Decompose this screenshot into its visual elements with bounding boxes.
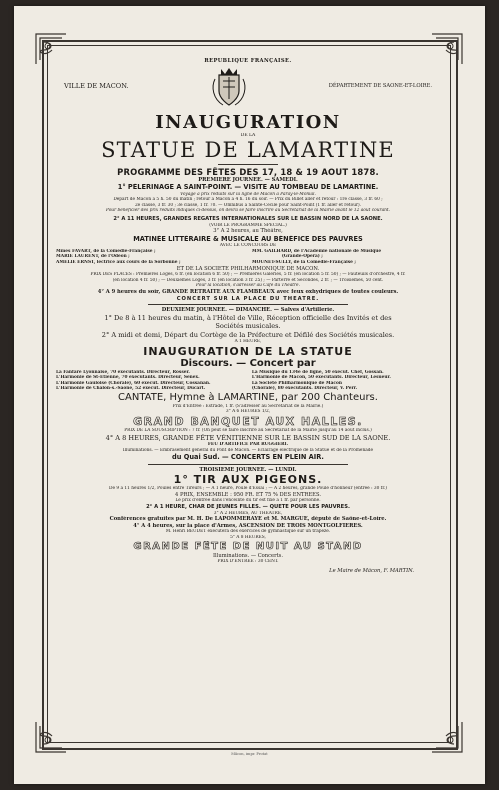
day1-concert-place: CONCERT SUR LA PLACE DU THÉATRE. [176, 295, 320, 302]
day1-retraite: 4° A 9 heures du soir, GRANDE RETRAITE AUX FLAMBEAUX avec feux oxhydriques de toutes couleurs. [97, 288, 399, 295]
day1-regates: 2° A 11 HEURES, GRANDES RÉGATES INTERNATIONALES SUR LE BASSIN NORD DE LA SAONE. [113, 215, 383, 222]
day2-heading: DEUXIÈME JOURNÉE. — DIMANCHE. — Salves d'Artillerie. [161, 307, 335, 314]
printer-line: Mâcon, impr. Protat [231, 752, 268, 756]
republic-heading: RÉPUBLIQUE FRANÇAISE. [204, 58, 292, 64]
day2-fete: 4° A 8 HEURES, GRANDE FÊTE VÉNITIENNE SUR LE BASSIN SUD DE LA SAONE. [105, 433, 391, 442]
day2-line-1: 1° De 8 à 11 heures du matin, à l'Hôtel de Ville, Réception officielle des Invités et des [104, 313, 392, 322]
day3-heading: TROISIÈME JOURNÉE. — LUNDI. [199, 466, 297, 473]
society-line: L'Harmonie de St-Étienne, 70 exécutants. Directeur, Senex. [56, 375, 200, 381]
day3-entree: PRIX D'ENTRÉE : 30 CENT. [217, 559, 279, 565]
day2-cantate-prix: Prix d'Entrée : Estrade, 1 fr. (S'adresser au Secrétariat de la Mairie.) [172, 403, 324, 409]
day3-beudet: M. Henri BEUDET exécutera des exercices de gymnastique sur un trapèze. [165, 529, 331, 535]
header-row [54, 65, 442, 109]
department-label: DÉPARTEMENT DE SAONE-ET-LOIRE. [328, 83, 432, 90]
societies-left [56, 370, 244, 392]
day2-souscription: PRIX DE LA SOUSCRIPTION : 7 fr. (On peut se faire inscrire au Secrétariat de la Mairie jusqu'au 14 août inclus.) [124, 428, 372, 434]
day3-ascension: 4° A 4 heures, sur la place d'Armes, ASCENSION DE TROIS MONTGOLFIÈRES. [133, 522, 363, 529]
day2-a-six: 3° A 6 HEURES 1/2, [225, 409, 271, 415]
divider [148, 464, 348, 465]
artist-line: MM. GAILHARD, de l'Académie nationale de Musique [251, 248, 382, 254]
poster-sheet [14, 6, 485, 784]
day1-depart-2: 2e classe, 3 fr. 30 ; 3e classe, 1 fr. 70. — Omnibus à Sainte-Cécile pour Saint-Point (1 fr. aller et retour). [134, 202, 362, 208]
corner-ornament-icon [430, 720, 464, 754]
day2-societies [56, 370, 440, 392]
day2-line-1b: Sociétés musicales. [215, 322, 281, 331]
title-inauguration: INAUGURATION [155, 112, 341, 133]
day1-concours: AVEC LE CONCOURS DE [219, 243, 277, 249]
day2-feu: FEU D'ARTIFICE PAR RUGGIERI. [207, 442, 289, 448]
society-line: (Chorale), 80 exécutants. Directeur, V. Perr. [251, 386, 358, 392]
programme-heading: PROGRAMME DES FÊTES DES 17, 18 & 19 AOUT 1878. [117, 166, 379, 177]
artist-line: AMÉLIE ERNST, lectrice aux cours de la Sorbonne ; [56, 259, 181, 265]
title-de-la: DE LA [240, 132, 256, 138]
artists-right [252, 249, 440, 266]
day3-char: 2° A 1 HEURE, CHAR DE JEUNES FILLES. — QUÊTE POUR LES PAUVRES. [146, 504, 350, 511]
day1-prix-2: (en location 4 fr. 50) ; — Deuxièmes Loges, 3 fr. (en location 3 fr. 25) ; — Parterre et Secondes, 2 fr. ; — Troisièmes, 50 cent. [112, 277, 384, 283]
poster-content [54, 58, 442, 574]
day3-prix-note: Le prix d'entrée dans l'enceinte du tir est fixé à 1 fr. par personne. [175, 498, 321, 504]
day2-a-une-heure: A 1 HEURE, [234, 338, 262, 344]
day1-voir: (VOIR LE PROGRAMME SPÉCIAL.) [209, 222, 287, 228]
day2-illuminations: Illuminations. — Embrasement général du Pont de Mâcon. — Éclairage électrique de la Statue et de la Promenade [122, 447, 374, 453]
day2-quai: du Quai Sud. — CONCERTS EN PLEIN AIR. [172, 453, 324, 462]
day1-heading: PREMIÈRE JOURNÉE. — SAMEDI. [198, 176, 298, 183]
society-line: L'Harmonie de Chalon-s.-Saône, 52 exécut. Directeur, Ducart. [56, 386, 206, 392]
day1-philharmonique: ET DE LA SOCIÉTÉ PHILHARMONIQUE DE MACON. [176, 265, 320, 272]
day1-pelerinage: 1° PÈLERINAGE A SAINT-POINT. — VISITE AU TOMBEAU DE LAMARTINE. [117, 183, 379, 192]
divider [148, 304, 348, 305]
day2-line-2: 2° A midi et demi, Départ du Cortège de la Préfecture et Défilé des Sociétés musicales. [101, 330, 395, 339]
divider [218, 164, 278, 165]
artist-line: Mmes FAVART, de la Comédie-Française ; [56, 248, 156, 254]
day2-discours: Discours. — Concert par [180, 357, 316, 369]
title-statue: STATUE DE LAMARTINE [101, 137, 395, 162]
society-line: L'Harmonie Gauloise (Chorale), 60 exécut. Directeur, Cossanan. [56, 380, 211, 386]
day3-fete-nuit: GRANDE FÊTE DE NUIT AU STAND [133, 540, 363, 552]
day1-matinee: MATINÉE LITTÉRAIRE & MUSICALE AU BÉNÉFICE DES PAUVRES [133, 234, 363, 243]
day1-location: Pour la location, s'adresser au Café du Théâtre. [196, 283, 300, 289]
day3-conferences: Conférences gratuites par M. H. De LAPOMMERAYE et M. MARGUE, député de Saône-et-Loire. [109, 516, 387, 523]
day3-a-huit: 5° A 8 HEURES, [230, 535, 266, 540]
artist-line: MOUNET-SULLY, de la Comédie-Française ; [251, 259, 356, 265]
day1-depart-1: Départ de Mâcon à 5 h. 50 du matin ; retour à Mâcon à 4 h. 16 du soir. — Prix du Billet aller et retour : 1re classe, 3 fr. 60 ; [113, 197, 383, 203]
societies-right [252, 370, 440, 392]
artists-left [56, 249, 244, 266]
society-line: La Société Philharmonique de Mâcon [251, 380, 343, 386]
day1-theatre: 3° A 2 heures, au Théâtre, [213, 228, 283, 235]
society-line: L'Harmonie de Mâcon, 50 exécutants. Directeur, Lesueur. [251, 375, 391, 381]
day1-artists [56, 249, 440, 266]
day2-cantate: CANTATE, Hymne à LAMARTINE, par 200 Chanteurs. [118, 391, 378, 403]
city-coat-of-arms-icon [209, 65, 249, 109]
day3-prix-ensemble: 4 PRIX, ENSEMBLE : 950 FR. ET 75 % DES ENTRÉES. [175, 491, 321, 498]
day1-prix-1: PRIX DES PLACES : Premières Loges, 6 fr. (en location 6 fr. 50) ; — Premières Galeries, 5 fr. (en location 5 fr. 50) ; — Fauteuils d'orchestre, 4 fr. [90, 272, 406, 278]
artist-line: MARIE LAURENT, de l'Odéon ; [56, 254, 130, 260]
corner-ornament-icon [34, 720, 68, 754]
artist-line: (Grande-Opéra) ; [281, 254, 323, 260]
day2-inauguration: INAUGURATION DE LA STATUE [143, 344, 353, 358]
day2-banquet: GRAND BANQUET AUX HALLES. [133, 415, 363, 429]
society-line: La Fanfare Lyonnaise, 70 exécutants. Directeur, Rosser. [56, 369, 190, 375]
day3-illuminations: Illuminations. — Concerts. [212, 552, 283, 559]
day3-tir-detail: De 9 à 11 heures 1/2, Poules entre Tireurs ; — A 1 heure, Poule d'Essai ; — A 2 heures, grande Poule d'honneur (entrée : 30 fr.) [109, 486, 387, 492]
day1-benefice: Pour bénéficier des prix réduits indiqués ci-dessus, on devra se faire inscrire au Secrétariat de la Mairie avant le 12 août courant. [106, 208, 390, 214]
day3-theatre: 3° A 2 HEURES, AU THÉATRE, [213, 510, 283, 516]
day1-voyage: Voyage à prix réduits sur la ligne de Mâcon à Paray-le-Monial. [180, 191, 316, 197]
society-line: La Musique du 134e de ligne, 50 exécut. Chef, Gossan. [251, 369, 384, 375]
day3-tir: 1° TIR AUX PIGEONS. [173, 473, 323, 487]
city-label: VILLE DE MACON. [64, 82, 129, 91]
mayor-signature: Le Maire de Mâcon, F. MARTIN. [329, 567, 414, 574]
